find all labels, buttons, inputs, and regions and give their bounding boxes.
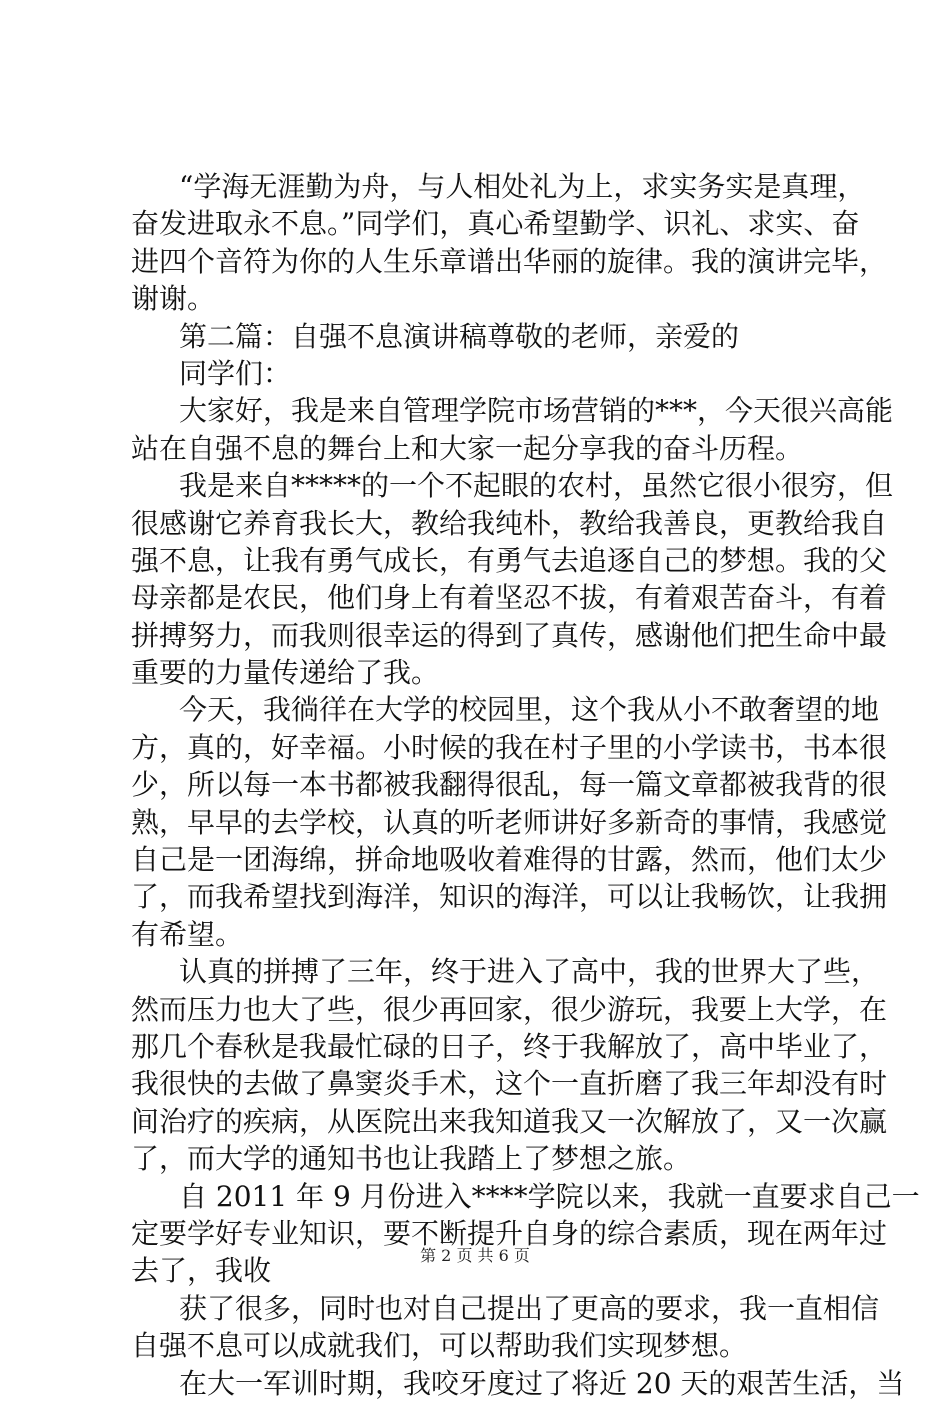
text-line: 拼搏努力，而我则很幸运的得到了真传，感谢他们把生命中最 bbox=[131, 618, 888, 652]
text-line: “学海无涯勤为舟，与人相处礼为上，求实务实是真理， bbox=[179, 170, 866, 203]
text-line: 母亲都是农民，他们身上有着坚忍不拔，有着艰苦奋斗，有着 bbox=[131, 581, 888, 615]
text-line: 谢谢。 bbox=[131, 282, 216, 316]
page-footer: 第 2 页 共 6 页 bbox=[420, 1246, 530, 1265]
text-line: 强不息，让我有勇气成长，有勇气去追逐自己的梦想。我的父 bbox=[131, 543, 888, 577]
text-line: 同学们： bbox=[179, 356, 292, 390]
text-line: 进四个音符为你的人生乐章谱出华丽的旋律。我的演讲完毕， bbox=[131, 244, 888, 278]
text-line: 第二篇：自强不息演讲稿尊敬的老师，亲爱的 bbox=[179, 319, 740, 353]
body-text bbox=[131, 168, 920, 1402]
text-line: 很感谢它养育我长大，教给我纯朴，教给我善良，更教给我自 bbox=[131, 506, 888, 540]
text-line: 自 2011 年 9 月份进入****学院以来，我就一直要求自己一 bbox=[179, 1179, 920, 1213]
text-line: 今天，我徜徉在大学的校园里，这个我从小不敢奢望的地 bbox=[179, 693, 880, 727]
text-line: 大家好，我是来自管理学院市场营销的***，今天很兴高能 bbox=[179, 394, 894, 428]
text-line: 定要学好专业知识，要不断提升自身的综合素质，现在两年过 bbox=[131, 1216, 888, 1250]
text-line: 站在自强不息的舞台上和大家一起分享我的奋斗历程。 bbox=[131, 431, 804, 465]
text-line: 少，所以每一本书都被我翻得很乱，每一篇文章都被我背的很 bbox=[131, 768, 888, 802]
text-line: 有希望。 bbox=[131, 917, 244, 951]
text-line: 那几个春秋是我最忙碌的日子，终于我解放了，高中毕业了， bbox=[131, 1029, 888, 1063]
text-line: 我是来自*****的一个不起眼的农村，虽然它很小很穷，但 bbox=[179, 469, 894, 503]
text-line: 去了，我收 bbox=[131, 1254, 272, 1288]
text-line: 获了很多，同时也对自己提出了更高的要求，我一直相信 bbox=[179, 1291, 880, 1325]
text-line: 熟，早早的去学校，认真的听老师讲好多新奇的事情，我感觉 bbox=[131, 805, 888, 839]
text-line: 自己是一团海绵，拼命地吸收着难得的甘露，然而，他们太少 bbox=[131, 843, 888, 877]
text-line: 了，而大学的通知书也让我踏上了梦想之旅。 bbox=[131, 1142, 692, 1176]
text-line: 认真的拼搏了三年，终于进入了高中，我的世界大了些， bbox=[179, 955, 880, 989]
text-line: 重要的力量传递给了我。 bbox=[131, 656, 440, 690]
text-line: 在大一军训时期，我咬牙度过了将近 20 天的艰苦生活，当 bbox=[179, 1366, 905, 1400]
text-line: 间治疗的疾病，从医院出来我知道我又一次解放了，又一次赢 bbox=[131, 1104, 888, 1138]
text-line: 自强不息可以成就我们，可以帮助我们实现梦想。 bbox=[131, 1329, 748, 1363]
text-line: 我很快的去做了鼻窦炎手术，这个一直折磨了我三年却没有时 bbox=[131, 1067, 888, 1101]
text-line: 了，而我希望找到海洋，知识的海洋，可以让我畅饮，让我拥 bbox=[131, 880, 888, 914]
text-line: 奋发进取永不息。”同学们，真心希望勤学、识礼、求实、奋 bbox=[131, 207, 860, 241]
text-line: 然而压力也大了些，很少再回家，很少游玩，我要上大学，在 bbox=[131, 992, 888, 1026]
text-line: 方，真的，好幸福。小时候的我在村子里的小学读书，书本很 bbox=[131, 730, 888, 764]
